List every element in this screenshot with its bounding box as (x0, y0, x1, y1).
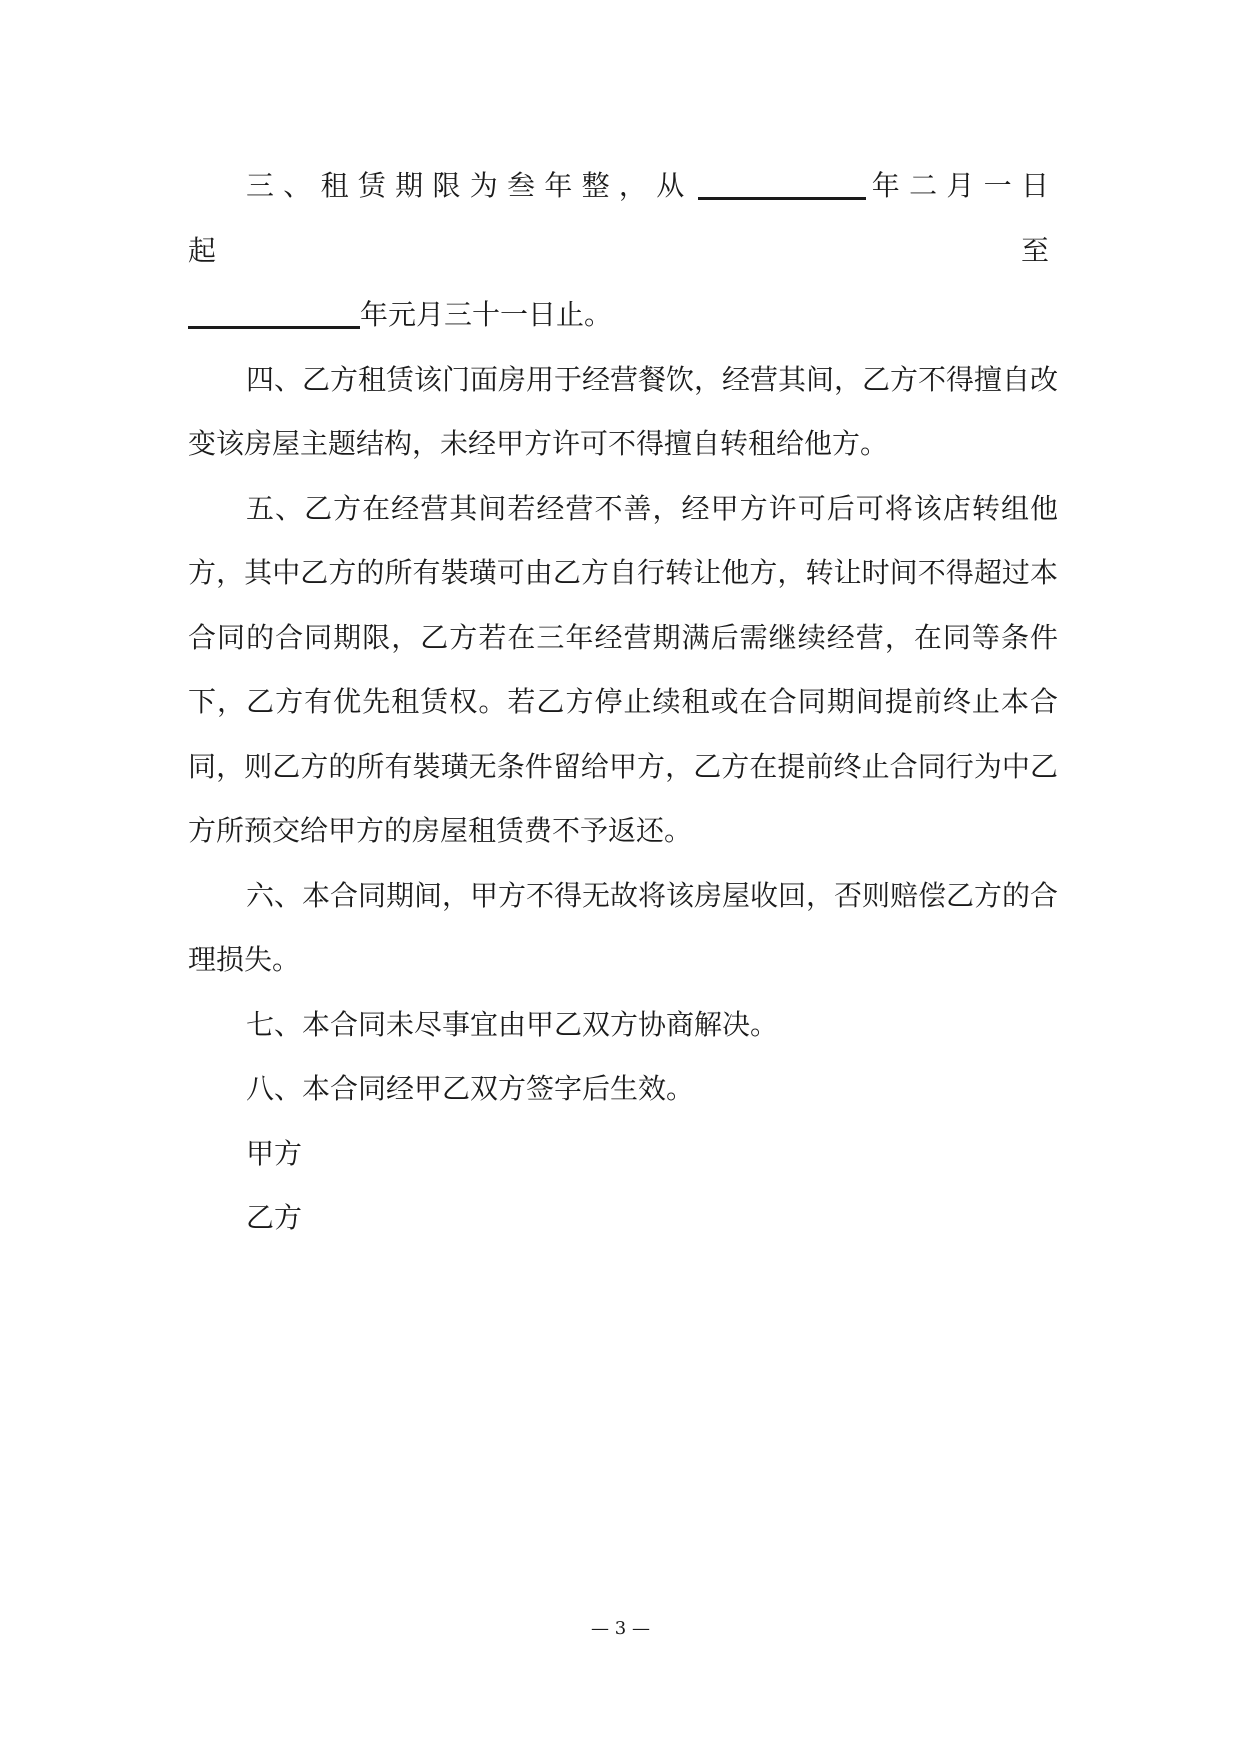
clause-5: 五、乙方在经营其间若经营不善，经甲方许可后可将该店转组他方，其中乙方的所有裝璜可由乙方自行转让他方，转让时间不得超过本合同的合同期限，乙方若在三年经营期满后需继续经营，在同等条件下，乙方有优先租赁权。若乙方停止续租或在合同期间提前终止本合同，则乙方的所有裝璜无条件留给甲方，乙方在提前终止合同行为中乙方所预交给甲方的房屋租赁费不予返还。 (188, 491, 1058, 847)
clause-3-text-part3: 年元月三十一日止。 (360, 298, 613, 331)
clause-3-line-2 (188, 283, 1058, 348)
clause-4: 四、乙方租赁该门面房用于经营餐饮，经营其间，乙方不得擅自改变该房屋主题结构，未经甲方许可不得擅自转租给他方。 (188, 362, 1059, 460)
clause-8: 八、本合同经甲乙双方签字后生效。 (246, 1072, 695, 1105)
page-number: — 3 — (591, 1618, 650, 1639)
contract-body (188, 154, 1058, 1251)
clause-3-line-1 (188, 154, 1058, 283)
clause-6: 六、本合同期间，甲方不得无故将该房屋收回，否则赔偿乙方的合理损失。 (188, 878, 1059, 976)
clause-3-text-part1: 三、租赁期限为叁年整，从 (246, 169, 694, 202)
clause-3-text-part2: 年二月一日起至 (188, 169, 1058, 267)
start-year-blank (698, 163, 866, 200)
party-b-signature-label: 乙方 (246, 1201, 303, 1234)
end-year-blank (188, 292, 360, 329)
clause-7: 七、本合同未尽事宜由甲乙双方协商解决。 (246, 1007, 779, 1041)
party-a-signature-label: 甲方 (246, 1136, 303, 1170)
